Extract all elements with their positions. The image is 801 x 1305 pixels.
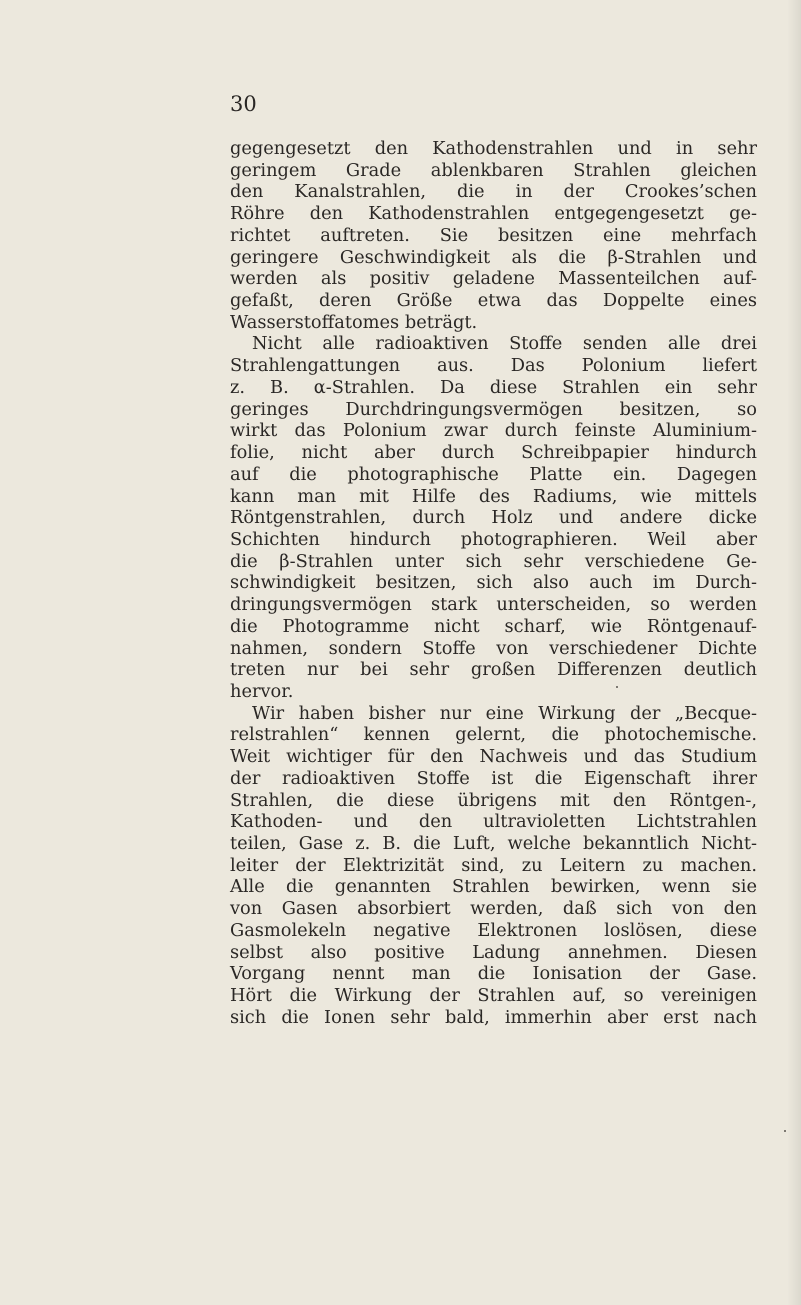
text-line-paragraph-start: Nicht alle radioaktiven Stoffe senden alle drei — [252, 333, 757, 355]
text-line: selbst also positive Ladung annehmen. Diesen — [230, 941, 757, 963]
text-line: die β-Strahlen unter sich sehr verschiedene Ge- — [230, 550, 757, 572]
text-line: Schichten hindurch photographieren. Weil aber — [230, 528, 757, 550]
text-line: kann man mit Hilfe des Radiums, wie mittels — [230, 485, 757, 507]
text-line: die Photogramme nicht scharf, wie Röntgenauf- — [230, 615, 757, 637]
text-line: geringes Durchdringungsvermögen besitzen, so — [230, 398, 757, 420]
text-line: geringem Grade ablenkbaren Strahlen gleichen — [230, 159, 757, 181]
page-edge-shadow — [787, 0, 801, 1305]
text-line: sich die Ionen sehr bald, immerhin aber erst nach — [230, 1006, 757, 1028]
text-line: Alle die genannten Strahlen bewirken, wenn sie — [230, 876, 757, 898]
text-line: Kathoden- und den ultravioletten Lichtstrahlen — [230, 811, 757, 833]
text-line: werden als positiv geladene Massenteilchen auf- — [230, 268, 757, 290]
text-line: Vorgang nennt man die Ionisation der Gase. — [230, 963, 757, 985]
text-line: Strahlen, die diese übrigens mit den Röntgen-, — [230, 789, 757, 811]
text-line: Weit wichtiger für den Nachweis und das Studium — [230, 746, 757, 768]
text-line: folie, nicht aber durch Schreibpapier hindurch — [230, 442, 757, 464]
text-line: gegengesetzt den Kathodenstrahlen und in sehr — [230, 138, 757, 159]
text-line: z. B. α-Strahlen. Da diese Strahlen ein sehr — [230, 376, 757, 398]
text-line: schwindigkeit besitzen, sich also auch im Durch- — [230, 572, 757, 594]
text-line: auf die photographische Platte ein. Dagegen — [230, 463, 757, 485]
text-line: richtet auftreten. Sie besitzen eine mehrfach — [230, 224, 757, 246]
text-line: Röhre den Kathodenstrahlen entgegengesetzt ge- — [230, 203, 757, 225]
text-line: Gasmolekeln negative Elektronen loslösen, diese — [230, 919, 757, 941]
text-line-paragraph-start: Wir haben bisher nur eine Wirkung der „Becque- — [252, 702, 757, 724]
text-line: Hört die Wirkung der Strahlen auf, so vereinigen — [230, 985, 757, 1007]
text-line: den Kanalstrahlen, die in der Crookes’schen — [230, 181, 757, 203]
text-line: geringere Geschwindigkeit als die β-Strahlen und — [230, 246, 757, 268]
page-number: 30 — [230, 92, 257, 116]
text-line: dringungsvermögen stark unterscheiden, so werden — [230, 594, 757, 616]
paper-speck — [616, 686, 618, 688]
text-line: von Gasen absorbiert werden, daß sich von den — [230, 898, 757, 920]
text-line: gefaßt, deren Größe etwa das Doppelte eines — [230, 290, 757, 312]
paper-speck — [784, 1130, 786, 1132]
text-line: nahmen, sondern Stoffe von verschiedener Dichte — [230, 637, 757, 659]
text-line: leiter der Elektrizität sind, zu Leitern zu machen. — [230, 854, 757, 876]
text-line-paragraph-end: hervor. — [230, 680, 294, 702]
text-line: der radioaktiven Stoffe ist die Eigenschaft ihrer — [230, 767, 757, 789]
text-line: treten nur bei sehr großen Differenzen deutlich — [230, 659, 757, 681]
text-line: teilen, Gase z. B. die Luft, welche bekanntlich Nicht- — [230, 833, 757, 854]
text-line: relstrahlen“ kennen gelernt, die photochemische. — [230, 724, 757, 746]
text-line: Röntgenstrahlen, durch Holz und andere dicke — [230, 507, 757, 529]
text-line: Strahlengattungen aus. Das Polonium liefert — [230, 355, 757, 377]
text-line-paragraph-end: Wasserstoffatomes beträgt. — [230, 311, 478, 333]
body-text — [230, 138, 757, 1028]
text-line: wirkt das Polonium zwar durch feinste Aluminium- — [230, 420, 757, 442]
